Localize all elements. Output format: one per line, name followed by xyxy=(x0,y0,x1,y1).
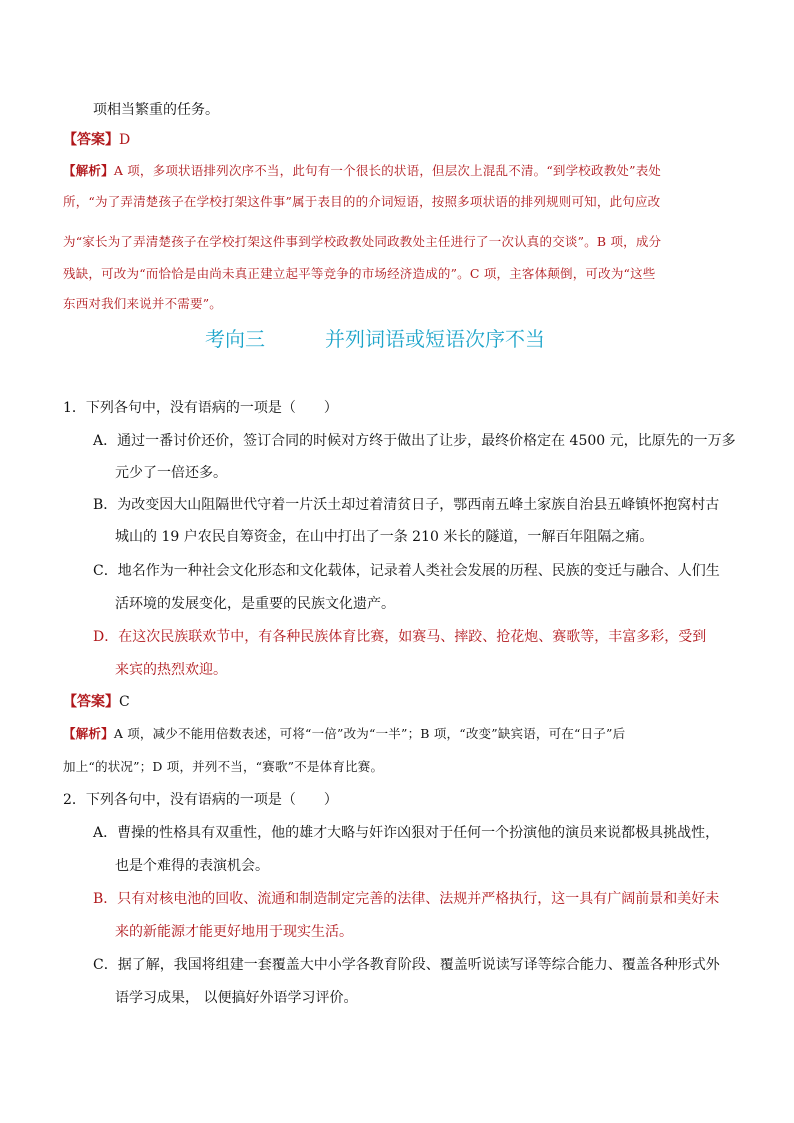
analysis-label: 【解析】 xyxy=(63,726,114,741)
option-a: A．通过一番讨价还价，签订合同的时候对方终于做出了让步，最终价格定在 4500 元，比原先的一万多 xyxy=(93,433,736,449)
option-a-cont: 元少了一倍还多。 xyxy=(115,465,227,481)
section-title xyxy=(205,325,545,353)
option-c-cont: 语学习成果， 以便搞好外语学习评价。 xyxy=(115,990,358,1006)
option-a: A．曹操的性格具有双重性，他的雄才大略与奸诈凶狠对于任何一个扮演他的演员来说都极具挑战性， xyxy=(93,825,720,841)
answer-label: 【答案】 xyxy=(63,694,119,710)
continuation-text: 项相当繁重的任务。 xyxy=(93,102,219,118)
section-title-part2: 并列词语或短语次序不当 xyxy=(325,327,545,351)
answer-value: D xyxy=(119,132,131,148)
option-b-cont: 来的新能源才能更好地用于现实生活。 xyxy=(115,924,353,940)
section-title-part1: 考向三 xyxy=(205,327,265,351)
answer-label: 【答案】 xyxy=(63,132,119,148)
analysis-line: 为“家长为了弄清楚孩子在学校打架这件事到学校政教处同政教处主任进行了一次认真的交谈”。B 项，成分 xyxy=(63,234,662,249)
option-b-cont: 城山的 19 户农民自筹资金，在山中打出了一条 210 米长的隧道，一解百年阻隔之痛。 xyxy=(115,529,654,545)
option-b: B．为改变因大山阻隔世代守着一片沃土却过着清贫日子，鄂西南五峰土家族自治县五峰镇怀抱窝村古 xyxy=(93,497,720,513)
question-stem: 2．下列各句中，没有语病的一项是（ ） xyxy=(63,792,338,808)
answer-line xyxy=(63,692,130,712)
option-a-cont: 也是个难得的表演机会。 xyxy=(115,858,269,874)
answer-value: C xyxy=(119,694,130,710)
question-stem: 1．下列各句中，没有语病的一项是（ ） xyxy=(63,400,338,416)
option-c: C．据了解，我国将组建一套覆盖大中小学各教育阶段、覆盖听说读写译等综合能力、覆盖各种形式外 xyxy=(93,957,720,973)
option-c-cont: 活环境的发展变化，是重要的民族文化遗产。 xyxy=(115,596,395,612)
analysis-line: 【解析】A 项，减少不能用倍数表述，可将“一倍”改为“一半”；B 项，“改变”缺宾语，可在“日子”后 xyxy=(63,726,626,741)
answer-line xyxy=(63,130,130,150)
analysis-line: 所，“为了弄清楚孩子在学校打架这件事”属于表目的的介词短语，按照多项状语的排列规则可知，此句应改 xyxy=(63,194,661,209)
option-d: D．在这次民族联欢节中，有各种民族体育比赛，如赛马、摔跤、抢花炮、赛歌等，丰富多彩，受到 xyxy=(93,629,707,645)
analysis-label: 【解析】 xyxy=(63,163,114,178)
analysis-line: 加上“的状况”；D 项，并列不当，“赛歌”不是体育比赛。 xyxy=(63,759,384,774)
option-d-cont: 来宾的热烈欢迎。 xyxy=(115,662,227,678)
analysis-line: 东西对我们来说并不需要”。 xyxy=(63,296,222,311)
analysis-line: 【解析】A 项，多项状语排列次序不当，此句有一个很长的状语，但层次上混乱不清。“到学校政教处”表处 xyxy=(63,163,662,178)
option-c: C．地名作为一种社会文化形态和文化载体，记录着人类社会发展的历程、民族的变迁与融合、人们生 xyxy=(93,563,720,579)
analysis-line: 残缺，可改为“而恰恰是由尚未真正建立起平等竞争的市场经济造成的”。C 项，主客体颠倒，可改为“这些 xyxy=(63,266,656,281)
option-b: B．只有对核电池的回收、流通和制造制定完善的法律、法规并严格执行，这一具有广阔前景和美好未 xyxy=(93,891,720,907)
